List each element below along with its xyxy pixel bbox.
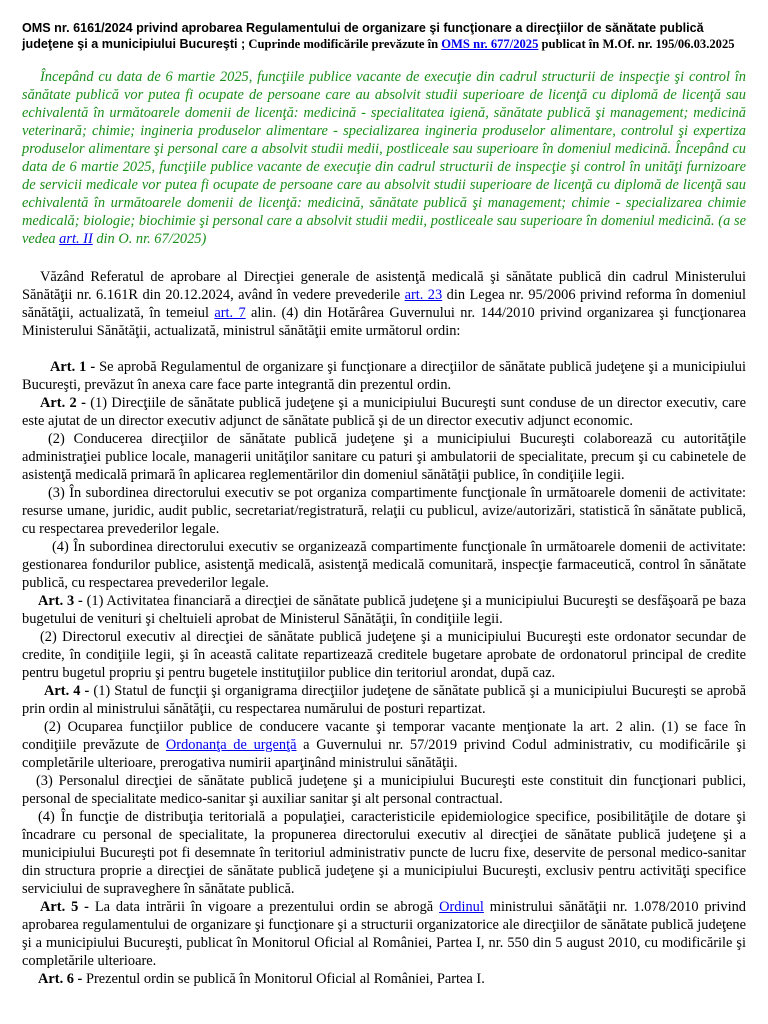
article-2-para-3: (3) În subordinea directorului executiv se pot organiza compartimente funcţionale în următoarele domenii de activitate: resurse umane, juridic, audit public, secretariat/registratură, relaţii cu publicul, avize/autorizări, statistică în sănătate publică, cu respectarea prevederilor legale. bbox=[22, 485, 746, 537]
article-4-text-2b: a Guvernului nr. 57/2019 privind Codul administrativ, cu modificările şi completările ulterioare, prerogativa numirii aparţinând ministrului sănătăţii. bbox=[22, 737, 746, 771]
article-5-label: Art. 5 - bbox=[40, 899, 89, 915]
ordinul-link[interactable]: Ordinul bbox=[439, 899, 484, 915]
oms-677-2025-link[interactable]: OMS nr. 677/2025 bbox=[441, 37, 539, 51]
amendment-prefix: Cuprinde modificările prevăzute în bbox=[245, 37, 442, 51]
article-6-label: Art. 6 - bbox=[38, 971, 83, 987]
article-1 bbox=[22, 358, 746, 394]
article-3-para-1 bbox=[22, 592, 746, 628]
article-3-label: Art. 3 - bbox=[38, 593, 83, 609]
article-1-text: Se aprobă Regulamentul de organizare şi funcţionare a direcţiilor de sănătate publică judeţene şi a municipiului Bucureşti, prevăzut în anexa care face parte integrantă din prezentul ordin. bbox=[22, 359, 746, 393]
art-23-link[interactable]: art. 23 bbox=[404, 287, 443, 303]
article-4-para-3: (3) Personalul direcţiei de sănătate publică judeţene şi a municipiului Bucureşti este constituit din funcţionari publici, personal de specialitate medico-sanitar şi auxiliar sanitar şi alt personal contractual. bbox=[22, 773, 746, 807]
amendment-note-suffix: din O. nr. 67/2025) bbox=[92, 231, 207, 247]
art-7-link[interactable]: art. 7 bbox=[214, 305, 246, 321]
preamble-text-2: din Legea nr. 95/2006 privind reforma în domeniul sănătăţii, actualizată, în temeiul bbox=[22, 287, 746, 321]
preamble bbox=[22, 268, 746, 340]
article-5-text-a: La data intrării în vigoare a prezentului ordin se abrogă bbox=[88, 899, 440, 915]
document-title: OMS nr. 6161/2024 privind aprobarea Regulamentului de organizare şi funcţionare a direcţiilor de sănătate publică judeţene şi a municipiului Bucureşti ; bbox=[22, 21, 704, 51]
article-6-text: Prezentul ordin se publică în Monitorul Oficial al României, Partea I. bbox=[82, 971, 485, 987]
article-2-para-1 bbox=[22, 394, 746, 430]
article-3-para-2: (2) Directorul executiv al direcţiei de sănătate publică judeţene şi a municipiului Bucureşti este ordonator secundar de credite, în condiţiile legii, şi în această calitate repartizează creditele bugetare aprobate de ordonatorul principal de credite pentru bugetul propriu şi pentru bugetele instituţiilor publice din teritoriul arondat, după caz. bbox=[22, 629, 746, 681]
article-5-text-b: ministrului sănătăţii nr. 1.078/2010 privind aprobarea regulamentului de organizare şi funcţionare şi a structurii organizatorice ale direcţiilor de sănătate publică judeţene şi a municipiului Bucureşti, publicat în Monitorul Oficial al României, Partea I, nr. 550 din 5 august 2010, cu modificările şi completările ulterioare. bbox=[22, 899, 747, 969]
article-4-label: Art. 4 - bbox=[44, 683, 90, 699]
article-5 bbox=[22, 898, 746, 970]
article-4-text-1: (1) Statul de funcţii şi organigrama direcţiilor judeţene de sănătate publică şi a municipiului Bucureşti se aprobă prin ordin al ministrului sănătăţii, cu respectarea numărului de posturi repartizat. bbox=[22, 683, 746, 717]
amendment-note bbox=[22, 68, 746, 248]
amendment-note-text: Începând cu data de 6 martie 2025, funcţiile publice vacante de execuţie din cadrul structurii de inspecţie şi control în sănătate publică vor putea fi ocupate de persoane care au absolvit studii superioare de licenţă cu diplomă de licenţă sau echivalentă în următoarele domenii de licenţă: medicină - specialitatea igienă, sănătate publică şi management; medicină veterinară; chimie; ingineria produselor alimentare - specializarea ingineria produselor alimentare, controlul şi expertiza produselor alimentare şi personal care a absolvit studii medii, postliceale sau superioare în domeniul medicină. Începând cu data de 6 martie 2025, funcţiile publice vacante de execuţie din cadrul structurii de inspecţie şi control în unităţi furnizoare de servicii medicale vor putea fi ocupate de persoane care au absolvit studii superioare de licenţă cu diplomă de licenţă sau echivalentă în următoarele domenii de licenţă: medicină, sănătate publică şi management; chimie - specializarea chimie medicală; biologie; biochimie şi personal care a absolvit studii medii, postliceale sau superioare în domeniul medicină. (a se vedea bbox=[22, 69, 746, 247]
article-1-label: Art. 1 - bbox=[50, 359, 96, 375]
amendment-suffix: publicat în M.Of. nr. 195/06.03.2025 bbox=[538, 37, 735, 51]
article-2-text-1: (1) Direcţiile de sănătate publică judeţene şi a municipiului Bucureşti sunt conduse de un director executiv, care este ajutat de un director executiv adjunct de sănătate publică şi de un director executiv adjunct economic. bbox=[22, 395, 746, 429]
ordonanta-de-urgenta-link[interactable]: Ordonanţa de urgenţă bbox=[165, 737, 297, 753]
document-header bbox=[22, 20, 746, 52]
article-3-text-1: (1) Activitatea financiară a direcţiei de sănătate publică judeţene şi a municipiului Bucureşti se desfăşoară pe baza bugetului de venituri şi cheltuieli aprobat de Ministerul Sănătăţii, în condiţiile legii. bbox=[22, 593, 747, 627]
article-4-para-2 bbox=[22, 718, 746, 772]
article-4-text-2a: (2) Ocuparea funcţiilor publice de conducere vacante şi temporar vacante menţionate la art. 2 alin. (1) se face în condiţiile prevăzute de bbox=[22, 719, 746, 753]
article-2-para-2: (2) Conducerea direcţiilor de sănătate publică judeţene şi a municipiului Bucureşti colaborează cu autorităţile administraţiei publice locale, managerii unităţilor sanitare cu paturi şi ambulatorii de specialitate, precum şi cu cabinetele de asistenţă medicală primară în aplicarea reglementărilor din domeniul sănătăţii publice, în condiţiile legii. bbox=[22, 431, 746, 483]
article-4-para-1 bbox=[22, 682, 746, 718]
article-6 bbox=[22, 970, 746, 988]
art-ii-link[interactable]: art. II bbox=[59, 231, 93, 247]
article-4-para-4: (4) În funcţie de distribuţia teritorială a populaţiei, caracteristicile epidemiologice specifice, posibilităţile de dotare şi încadrare cu personal de specialitate, la propunerea directorului executiv al direcţiei de sănătate publică judeţene şi a municipiului Bucureşti pot fi desemnate în teritoriul administrativ puncte de lucru fixe, deservite de personal medico-sanitar din structura proprie a direcţiei de sănătate publică judeţene şi a municipiului Bucureşti, exclusiv pentru activităţi specifice serviciului de supraveghere în sănătate publică. bbox=[22, 809, 746, 897]
preamble-text-1: Văzând Referatul de aprobare al Direcţiei generale de asistenţă medicală şi sănătate publică din cadrul Ministerului Sănătăţii nr. 6.161R din 20.12.2024, având în vedere prevederile bbox=[22, 269, 746, 303]
article-2-para-4: (4) În subordinea directorului executiv se organizează compartimente funcţionale în următoarele domenii de activitate: gestionarea fondurilor publice, asistenţă medicală, asistenţă medicală comunitară, inspecţie farmaceutică, control în sănătate publică, cu respectarea prevederilor legale. bbox=[22, 539, 746, 591]
article-2-label: Art. 2 - bbox=[40, 395, 86, 411]
amendment-reference bbox=[245, 37, 734, 51]
preamble-text-3: alin. (4) din Hotărârea Guvernului nr. 144/2010 privind organizarea şi funcţionarea Ministerului Sănătăţii, actualizată, ministrul sănătăţii emite următorul ordin: bbox=[22, 305, 746, 339]
